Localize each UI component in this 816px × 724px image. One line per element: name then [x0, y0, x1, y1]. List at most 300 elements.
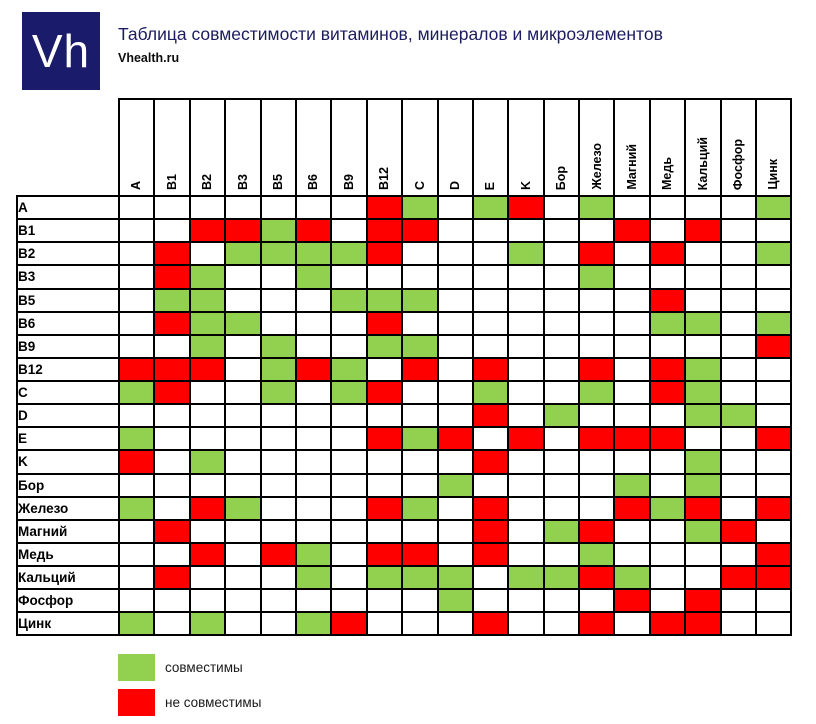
cell-Железо-B3: [225, 497, 260, 520]
cell-Фосфор-B5: [261, 589, 296, 612]
col-header-D: D: [438, 99, 473, 196]
cell-Магний-E: [473, 520, 508, 543]
cell-B5-B2: [190, 289, 225, 312]
cell-B2-Цинк: [756, 242, 791, 265]
cell-Цинк-B5: [261, 612, 296, 635]
cell-B12-B9: [331, 358, 366, 381]
legend: [118, 654, 261, 724]
cell-Магний-Магний: [614, 520, 649, 543]
cell-D-Магний: [614, 404, 649, 427]
cell-K-A: [119, 450, 154, 473]
cell-Магний-Медь: [650, 520, 685, 543]
cell-E-B3: [225, 427, 260, 450]
cell-B6-Кальций: [685, 312, 720, 335]
cell-Кальций-B2: [190, 566, 225, 589]
cell-Бор-C: [402, 474, 437, 497]
cell-Магний-B3: [225, 520, 260, 543]
cell-K-C: [402, 450, 437, 473]
cell-B2-K: [508, 242, 543, 265]
cell-D-Бор: [544, 404, 579, 427]
cell-E-Бор: [544, 427, 579, 450]
cell-C-Цинк: [756, 381, 791, 404]
cell-B3-B9: [331, 265, 366, 288]
cell-B12-Магний: [614, 358, 649, 381]
cell-Железо-B6: [296, 497, 331, 520]
row-header-B12: B12: [17, 358, 119, 381]
cell-A-Кальций: [685, 196, 720, 219]
col-header-B2: B2: [190, 99, 225, 196]
cell-D-Медь: [650, 404, 685, 427]
cell-Кальций-B9: [331, 566, 366, 589]
cell-B9-B3: [225, 335, 260, 358]
cell-Цинк-E: [473, 612, 508, 635]
cell-B6-B12: [367, 312, 402, 335]
cell-Бор-B6: [296, 474, 331, 497]
cell-A-B1: [154, 196, 189, 219]
cell-A-E: [473, 196, 508, 219]
cell-Цинк-D: [438, 612, 473, 635]
cell-E-Кальций: [685, 427, 720, 450]
cell-A-D: [438, 196, 473, 219]
cell-Кальций-A: [119, 566, 154, 589]
cell-K-E: [473, 450, 508, 473]
cell-K-B5: [261, 450, 296, 473]
row-header-K: K: [17, 450, 119, 473]
cell-B9-B2: [190, 335, 225, 358]
cell-B9-Железо: [579, 335, 614, 358]
cell-Бор-Кальций: [685, 474, 720, 497]
cell-B12-B3: [225, 358, 260, 381]
cell-Кальций-B12: [367, 566, 402, 589]
cell-B6-B3: [225, 312, 260, 335]
vh-logo-text: Vh: [31, 25, 91, 77]
cell-B2-Железо: [579, 242, 614, 265]
corner-cell: [17, 99, 119, 196]
col-header-B3: B3: [225, 99, 260, 196]
cell-Фосфор-D: [438, 589, 473, 612]
col-header-Железо: Железо: [579, 99, 614, 196]
cell-Медь-Кальций: [685, 543, 720, 566]
cell-D-B6: [296, 404, 331, 427]
cell-B3-E: [473, 265, 508, 288]
cell-C-Железо: [579, 381, 614, 404]
cell-A-Фосфор: [721, 196, 756, 219]
legend-item-incompatible: [118, 689, 261, 716]
cell-B5-Железо: [579, 289, 614, 312]
cell-C-K: [508, 381, 543, 404]
cell-B6-Железо: [579, 312, 614, 335]
cell-B5-Бор: [544, 289, 579, 312]
cell-B2-E: [473, 242, 508, 265]
cell-Медь-B3: [225, 543, 260, 566]
cell-C-Фосфор: [721, 381, 756, 404]
cell-A-Магний: [614, 196, 649, 219]
cell-B12-B6: [296, 358, 331, 381]
cell-Медь-B12: [367, 543, 402, 566]
cell-B3-Цинк: [756, 265, 791, 288]
cell-Бор-A: [119, 474, 154, 497]
cell-B9-B1: [154, 335, 189, 358]
cell-E-B9: [331, 427, 366, 450]
cell-E-Железо: [579, 427, 614, 450]
cell-K-B9: [331, 450, 366, 473]
cell-B5-Фосфор: [721, 289, 756, 312]
cell-Медь-A: [119, 543, 154, 566]
cell-Железо-B9: [331, 497, 366, 520]
cell-B9-Бор: [544, 335, 579, 358]
cell-B12-Бор: [544, 358, 579, 381]
cell-Фосфор-A: [119, 589, 154, 612]
cell-B1-B2: [190, 219, 225, 242]
cell-B1-Бор: [544, 219, 579, 242]
cell-B1-Кальций: [685, 219, 720, 242]
col-header-Магний: Магний: [614, 99, 649, 196]
cell-B12-Железо: [579, 358, 614, 381]
col-header-B1: B1: [154, 99, 189, 196]
row-header-Железо: Железо: [17, 497, 119, 520]
cell-B2-B9: [331, 242, 366, 265]
cell-B3-Железо: [579, 265, 614, 288]
cell-B5-B9: [331, 289, 366, 312]
cell-Магний-Железо: [579, 520, 614, 543]
cell-Цинк-Цинк: [756, 612, 791, 635]
row-header-B6: B6: [17, 312, 119, 335]
cell-B1-C: [402, 219, 437, 242]
cell-K-Медь: [650, 450, 685, 473]
cell-Железо-C: [402, 497, 437, 520]
cell-B6-K: [508, 312, 543, 335]
legend-swatch-incompatible: [118, 689, 155, 716]
cell-Кальций-E: [473, 566, 508, 589]
cell-E-Медь: [650, 427, 685, 450]
cell-D-Кальций: [685, 404, 720, 427]
cell-D-E: [473, 404, 508, 427]
cell-B5-B6: [296, 289, 331, 312]
cell-B5-A: [119, 289, 154, 312]
cell-Бор-K: [508, 474, 543, 497]
cell-Медь-Железо: [579, 543, 614, 566]
cell-K-Магний: [614, 450, 649, 473]
cell-E-B2: [190, 427, 225, 450]
cell-B6-B9: [331, 312, 366, 335]
cell-A-Железо: [579, 196, 614, 219]
cell-A-Цинк: [756, 196, 791, 219]
cell-B5-B12: [367, 289, 402, 312]
cell-Бор-Фосфор: [721, 474, 756, 497]
cell-Магний-A: [119, 520, 154, 543]
col-header-E: E: [473, 99, 508, 196]
cell-Цинк-Бор: [544, 612, 579, 635]
cell-B2-Медь: [650, 242, 685, 265]
cell-Магний-B12: [367, 520, 402, 543]
cell-B2-C: [402, 242, 437, 265]
cell-B5-Магний: [614, 289, 649, 312]
cell-B9-A: [119, 335, 154, 358]
cell-Магний-B9: [331, 520, 366, 543]
cell-B12-K: [508, 358, 543, 381]
cell-Цинк-Магний: [614, 612, 649, 635]
cell-D-C: [402, 404, 437, 427]
cell-E-Магний: [614, 427, 649, 450]
cell-Железо-B5: [261, 497, 296, 520]
cell-K-B3: [225, 450, 260, 473]
cell-Бор-Цинк: [756, 474, 791, 497]
cell-B3-C: [402, 265, 437, 288]
cell-B6-Цинк: [756, 312, 791, 335]
row-header-Медь: Медь: [17, 543, 119, 566]
cell-E-Фосфор: [721, 427, 756, 450]
cell-B3-B3: [225, 265, 260, 288]
col-header-B5: B5: [261, 99, 296, 196]
cell-Медь-Бор: [544, 543, 579, 566]
cell-B5-B1: [154, 289, 189, 312]
cell-Железо-B12: [367, 497, 402, 520]
cell-E-E: [473, 427, 508, 450]
cell-Медь-B6: [296, 543, 331, 566]
site-name: Vhealth.ru: [118, 51, 180, 65]
cell-B1-B9: [331, 219, 366, 242]
cell-Железо-Фосфор: [721, 497, 756, 520]
cell-A-Медь: [650, 196, 685, 219]
cell-B12-Медь: [650, 358, 685, 381]
cell-C-Бор: [544, 381, 579, 404]
cell-A-Бор: [544, 196, 579, 219]
cell-B12-Кальций: [685, 358, 720, 381]
cell-B9-Фосфор: [721, 335, 756, 358]
cell-A-K: [508, 196, 543, 219]
cell-Магний-C: [402, 520, 437, 543]
cell-Фосфор-B12: [367, 589, 402, 612]
cell-Кальций-Цинк: [756, 566, 791, 589]
cell-D-B2: [190, 404, 225, 427]
cell-B12-B1: [154, 358, 189, 381]
cell-B6-D: [438, 312, 473, 335]
cell-Медь-B9: [331, 543, 366, 566]
cell-Цинк-B9: [331, 612, 366, 635]
cell-C-C: [402, 381, 437, 404]
cell-E-B5: [261, 427, 296, 450]
cell-B3-Магний: [614, 265, 649, 288]
cell-B3-K: [508, 265, 543, 288]
cell-B2-Магний: [614, 242, 649, 265]
cell-A-A: [119, 196, 154, 219]
cell-Медь-D: [438, 543, 473, 566]
cell-Кальций-Фосфор: [721, 566, 756, 589]
cell-K-B12: [367, 450, 402, 473]
cell-Медь-Фосфор: [721, 543, 756, 566]
cell-E-A: [119, 427, 154, 450]
cell-D-K: [508, 404, 543, 427]
cell-Магний-B2: [190, 520, 225, 543]
cell-D-B3: [225, 404, 260, 427]
cell-B1-B3: [225, 219, 260, 242]
cell-Фосфор-Цинк: [756, 589, 791, 612]
cell-Кальций-B3: [225, 566, 260, 589]
cell-B1-Цинк: [756, 219, 791, 242]
cell-K-K: [508, 450, 543, 473]
cell-B5-Кальций: [685, 289, 720, 312]
cell-B5-D: [438, 289, 473, 312]
col-header-C: C: [402, 99, 437, 196]
cell-B5-C: [402, 289, 437, 312]
cell-Магний-Фосфор: [721, 520, 756, 543]
cell-B5-Медь: [650, 289, 685, 312]
cell-B3-B6: [296, 265, 331, 288]
cell-K-Кальций: [685, 450, 720, 473]
cell-Бор-B3: [225, 474, 260, 497]
cell-B2-Фосфор: [721, 242, 756, 265]
cell-B9-Магний: [614, 335, 649, 358]
legend-label-incompatible: не совместимы: [165, 695, 262, 710]
cell-B1-E: [473, 219, 508, 242]
cell-B6-B2: [190, 312, 225, 335]
cell-A-C: [402, 196, 437, 219]
cell-Медь-B1: [154, 543, 189, 566]
cell-Фосфор-C: [402, 589, 437, 612]
cell-A-B12: [367, 196, 402, 219]
cell-B3-A: [119, 265, 154, 288]
cell-Кальций-Железо: [579, 566, 614, 589]
cell-Медь-Цинк: [756, 543, 791, 566]
cell-A-B2: [190, 196, 225, 219]
cell-B12-D: [438, 358, 473, 381]
cell-Магний-Кальций: [685, 520, 720, 543]
cell-Кальций-D: [438, 566, 473, 589]
cell-B2-B2: [190, 242, 225, 265]
cell-B2-Кальций: [685, 242, 720, 265]
cell-B1-B1: [154, 219, 189, 242]
cell-Бор-B12: [367, 474, 402, 497]
legend-item-compatible: [118, 654, 261, 681]
cell-B6-Медь: [650, 312, 685, 335]
row-header-B9: B9: [17, 335, 119, 358]
cell-D-Цинк: [756, 404, 791, 427]
cell-B9-B6: [296, 335, 331, 358]
cell-Магний-B1: [154, 520, 189, 543]
cell-K-B1: [154, 450, 189, 473]
cell-Железо-A: [119, 497, 154, 520]
row-header-B5: B5: [17, 289, 119, 312]
row-header-E: E: [17, 427, 119, 450]
cell-E-B1: [154, 427, 189, 450]
cell-Магний-Бор: [544, 520, 579, 543]
cell-Бор-B9: [331, 474, 366, 497]
cell-Медь-Магний: [614, 543, 649, 566]
cell-B2-D: [438, 242, 473, 265]
cell-Кальций-Кальций: [685, 566, 720, 589]
cell-Цинк-B3: [225, 612, 260, 635]
cell-B12-E: [473, 358, 508, 381]
cell-K-Фосфор: [721, 450, 756, 473]
cell-A-B6: [296, 196, 331, 219]
cell-D-B1: [154, 404, 189, 427]
cell-Бор-Железо: [579, 474, 614, 497]
cell-Железо-Бор: [544, 497, 579, 520]
cell-B3-Фосфор: [721, 265, 756, 288]
cell-Фосфор-Бор: [544, 589, 579, 612]
cell-B6-Магний: [614, 312, 649, 335]
cell-Железо-Цинк: [756, 497, 791, 520]
cell-A-B5: [261, 196, 296, 219]
cell-D-Железо: [579, 404, 614, 427]
cell-B1-Фосфор: [721, 219, 756, 242]
cell-D-A: [119, 404, 154, 427]
cell-Бор-B2: [190, 474, 225, 497]
cell-B9-Цинк: [756, 335, 791, 358]
cell-D-B9: [331, 404, 366, 427]
cell-Медь-K: [508, 543, 543, 566]
col-header-Бор: Бор: [544, 99, 579, 196]
cell-B1-B12: [367, 219, 402, 242]
cell-E-C: [402, 427, 437, 450]
row-header-Бор: Бор: [17, 474, 119, 497]
cell-Цинк-Кальций: [685, 612, 720, 635]
cell-C-B2: [190, 381, 225, 404]
cell-Фосфор-B9: [331, 589, 366, 612]
cell-A-B3: [225, 196, 260, 219]
cell-B3-Бор: [544, 265, 579, 288]
cell-Кальций-B1: [154, 566, 189, 589]
page-title: Таблица совместимости витаминов, минералов и микроэлементов: [118, 24, 663, 44]
cell-Бор-Бор: [544, 474, 579, 497]
col-header-Цинк: Цинк: [756, 99, 791, 196]
cell-B3-Кальций: [685, 265, 720, 288]
cell-K-B6: [296, 450, 331, 473]
cell-C-Медь: [650, 381, 685, 404]
cell-B2-B5: [261, 242, 296, 265]
cell-Кальций-K: [508, 566, 543, 589]
cell-B9-E: [473, 335, 508, 358]
cell-B6-A: [119, 312, 154, 335]
row-header-B2: B2: [17, 242, 119, 265]
cell-Железо-Медь: [650, 497, 685, 520]
vh-logo: [22, 12, 100, 90]
cell-Медь-Медь: [650, 543, 685, 566]
cell-E-Цинк: [756, 427, 791, 450]
cell-B5-K: [508, 289, 543, 312]
cell-B12-B2: [190, 358, 225, 381]
cell-B1-D: [438, 219, 473, 242]
cell-Железо-Кальций: [685, 497, 720, 520]
cell-Фосфор-Кальций: [685, 589, 720, 612]
cell-Магний-K: [508, 520, 543, 543]
row-header-C: C: [17, 381, 119, 404]
cell-E-B12: [367, 427, 402, 450]
cell-B6-B5: [261, 312, 296, 335]
cell-B9-B5: [261, 335, 296, 358]
cell-B9-K: [508, 335, 543, 358]
cell-B5-E: [473, 289, 508, 312]
col-header-B12: B12: [367, 99, 402, 196]
cell-Фосфор-E: [473, 589, 508, 612]
cell-B1-Медь: [650, 219, 685, 242]
cell-Железо-D: [438, 497, 473, 520]
cell-Фосфор-Фосфор: [721, 589, 756, 612]
cell-Фосфор-B2: [190, 589, 225, 612]
cell-D-Фосфор: [721, 404, 756, 427]
cell-D-B5: [261, 404, 296, 427]
cell-Цинк-B2: [190, 612, 225, 635]
cell-Железо-K: [508, 497, 543, 520]
cell-B2-B1: [154, 242, 189, 265]
cell-B3-B12: [367, 265, 402, 288]
cell-C-Магний: [614, 381, 649, 404]
compatibility-table: [16, 98, 792, 636]
row-header-A: A: [17, 196, 119, 219]
cell-B3-B1: [154, 265, 189, 288]
cell-Цинк-B6: [296, 612, 331, 635]
col-header-B6: B6: [296, 99, 331, 196]
